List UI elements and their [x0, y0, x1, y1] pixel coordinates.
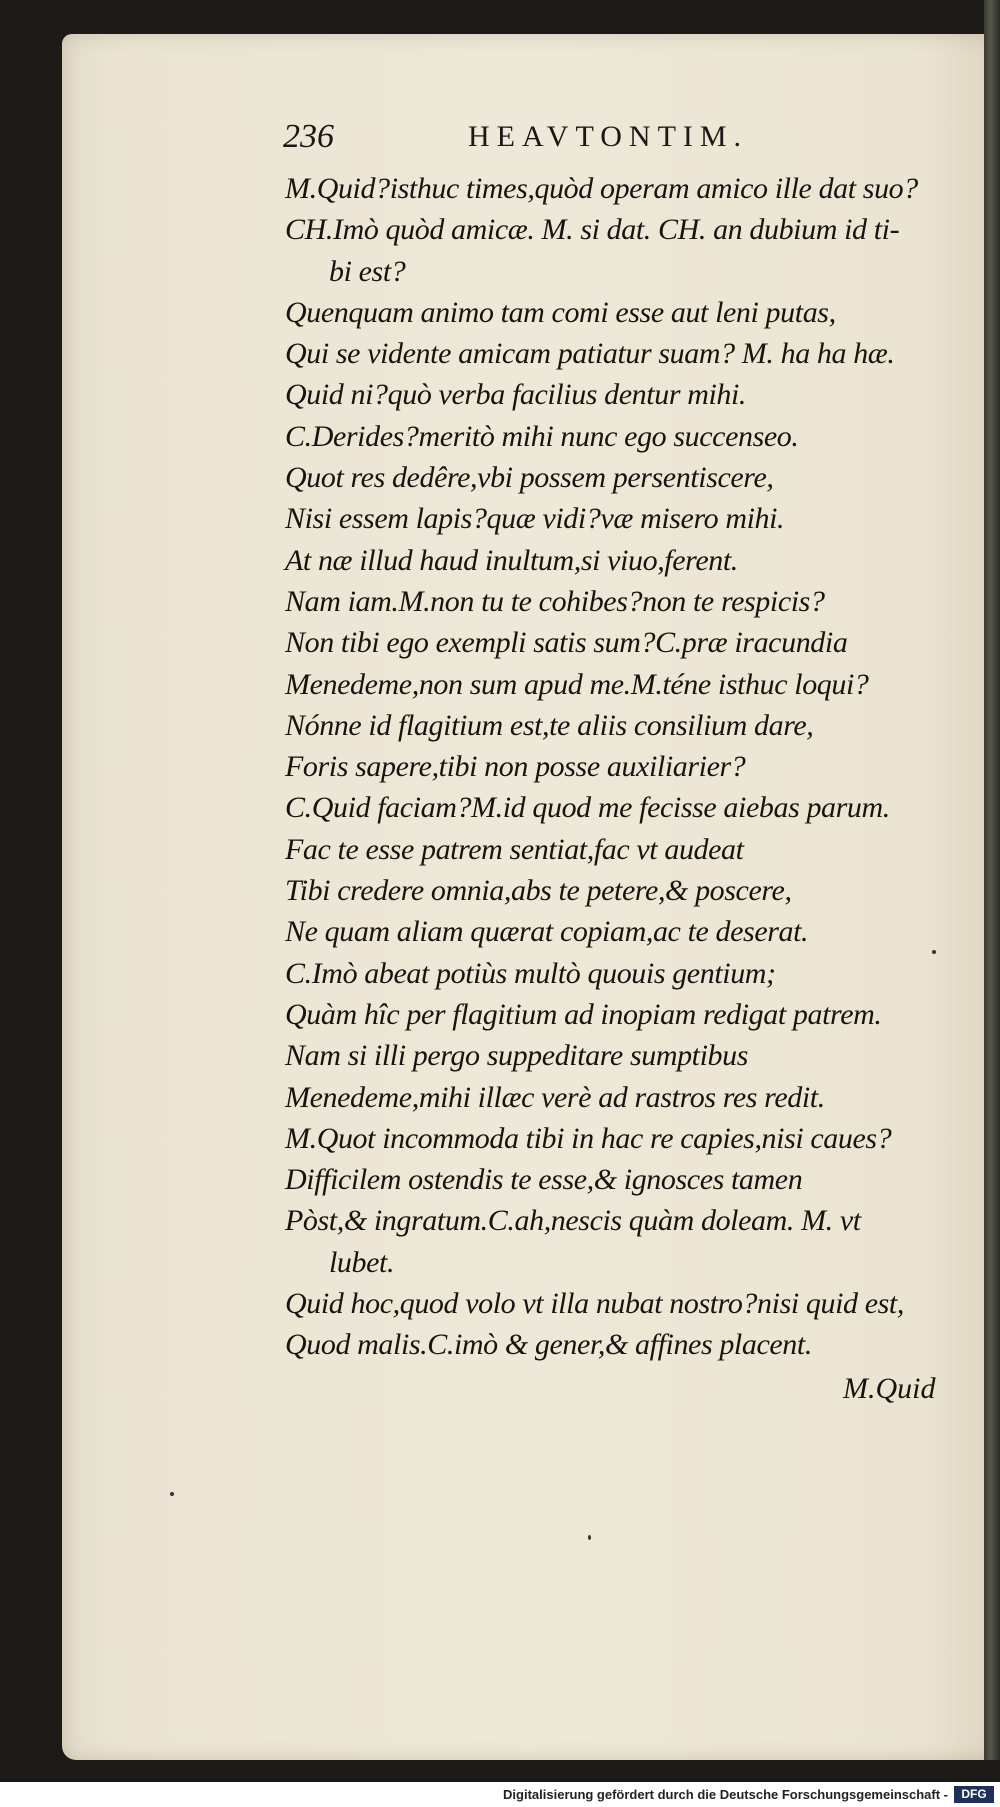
- catchword: M.Quid: [843, 1372, 936, 1405]
- verse-line: Fac te esse patrem sentiat,fac vt audeat: [285, 832, 744, 866]
- paper-speck: [588, 1535, 591, 1540]
- verse-line: Quod malis.C.imò & gener,& affines placent.: [285, 1328, 812, 1362]
- page-header: [283, 118, 783, 164]
- funding-credit: Digitalisierung gefördert durch die Deutsche Forschungsgemeinschaft -: [503, 1787, 948, 1802]
- verse-line: lubet.: [329, 1245, 395, 1279]
- verse-line: Difficilem ostendis te esse,& ignosces tamen: [285, 1163, 803, 1197]
- paper-speck: [932, 950, 936, 954]
- verse-line: Quàm hîc per flagitium ad inopiam redigat patrem.: [285, 997, 882, 1031]
- verse-line: M.Quid?isthuc times,quòd operam amico ille dat suo?: [285, 172, 918, 205]
- verse-line: Quot res dedêre,vbi possem persentiscere,: [285, 461, 774, 495]
- verse-text: [285, 168, 965, 1366]
- verse-line: Menedeme,mihi illæc verè ad rastros res redit.: [285, 1080, 825, 1114]
- verse-line: Tibi credere omnia,abs te petere,& poscere,: [285, 874, 792, 908]
- footer-bar: [0, 1782, 1000, 1807]
- verse-line: Pòst,& ingratum.C.ah,nescis quàm doleam. M. vt: [285, 1204, 861, 1238]
- verse-line: C.Derides?meritò mihi nunc ego succenseo.: [285, 419, 799, 453]
- verse-line: bi est?: [329, 254, 406, 288]
- verse-line: Quenquam animo tam comi esse aut leni putas,: [285, 295, 836, 329]
- verse-line: Foris sapere,tibi non posse auxiliarier?: [285, 750, 746, 784]
- verse-line: Nónne id flagitium est,te aliis consilium dare,: [285, 708, 814, 742]
- page-number: 236: [283, 118, 334, 155]
- dfg-logo: DFG: [954, 1786, 994, 1803]
- verse-line: Nam iam.M.non tu te cohibes?non te respicis?: [285, 584, 825, 618]
- paper-speck: [170, 1492, 174, 1496]
- verse-line: Non tibi ego exempli satis sum?C.præ iracundia: [285, 626, 848, 660]
- verse-line: At næ illud haud inultum,si viuo,ferent.: [285, 543, 738, 577]
- verse-line: C.Imò abeat potiùs multò quouis gentium;: [285, 956, 776, 990]
- verse-line: Nisi essem lapis?quæ vidi?væ misero mihi.: [285, 502, 785, 536]
- running-head: HEAVTONTIM.: [468, 120, 749, 153]
- verse-line: Quid ni?quò verba facilius dentur mihi.: [285, 378, 747, 412]
- verse-line: C.Quid faciam?M.id quod me fecisse aiebas parum.: [285, 791, 890, 825]
- verse-line: Ne quam aliam quærat copiam,ac te deserat.: [285, 915, 809, 949]
- page-edge: [984, 0, 1000, 1760]
- verse-line: Quid hoc,quod volo vt illa nubat nostro?nisi quid est,: [285, 1287, 904, 1321]
- verse-line: CH.Imò quòd amicæ. M. si dat. CH. an dubium id ti-: [285, 213, 900, 247]
- verse-line: Qui se vidente amicam patiatur suam? M. ha ha hæ.: [285, 337, 895, 371]
- verse-line: Nam si illi pergo suppeditare sumptibus: [285, 1039, 749, 1073]
- verse-line: M.Quot incommoda tibi in hac re capies,nisi caues?: [285, 1121, 892, 1155]
- verse-line: Menedeme,non sum apud me.M.téne isthuc loqui?: [285, 667, 869, 701]
